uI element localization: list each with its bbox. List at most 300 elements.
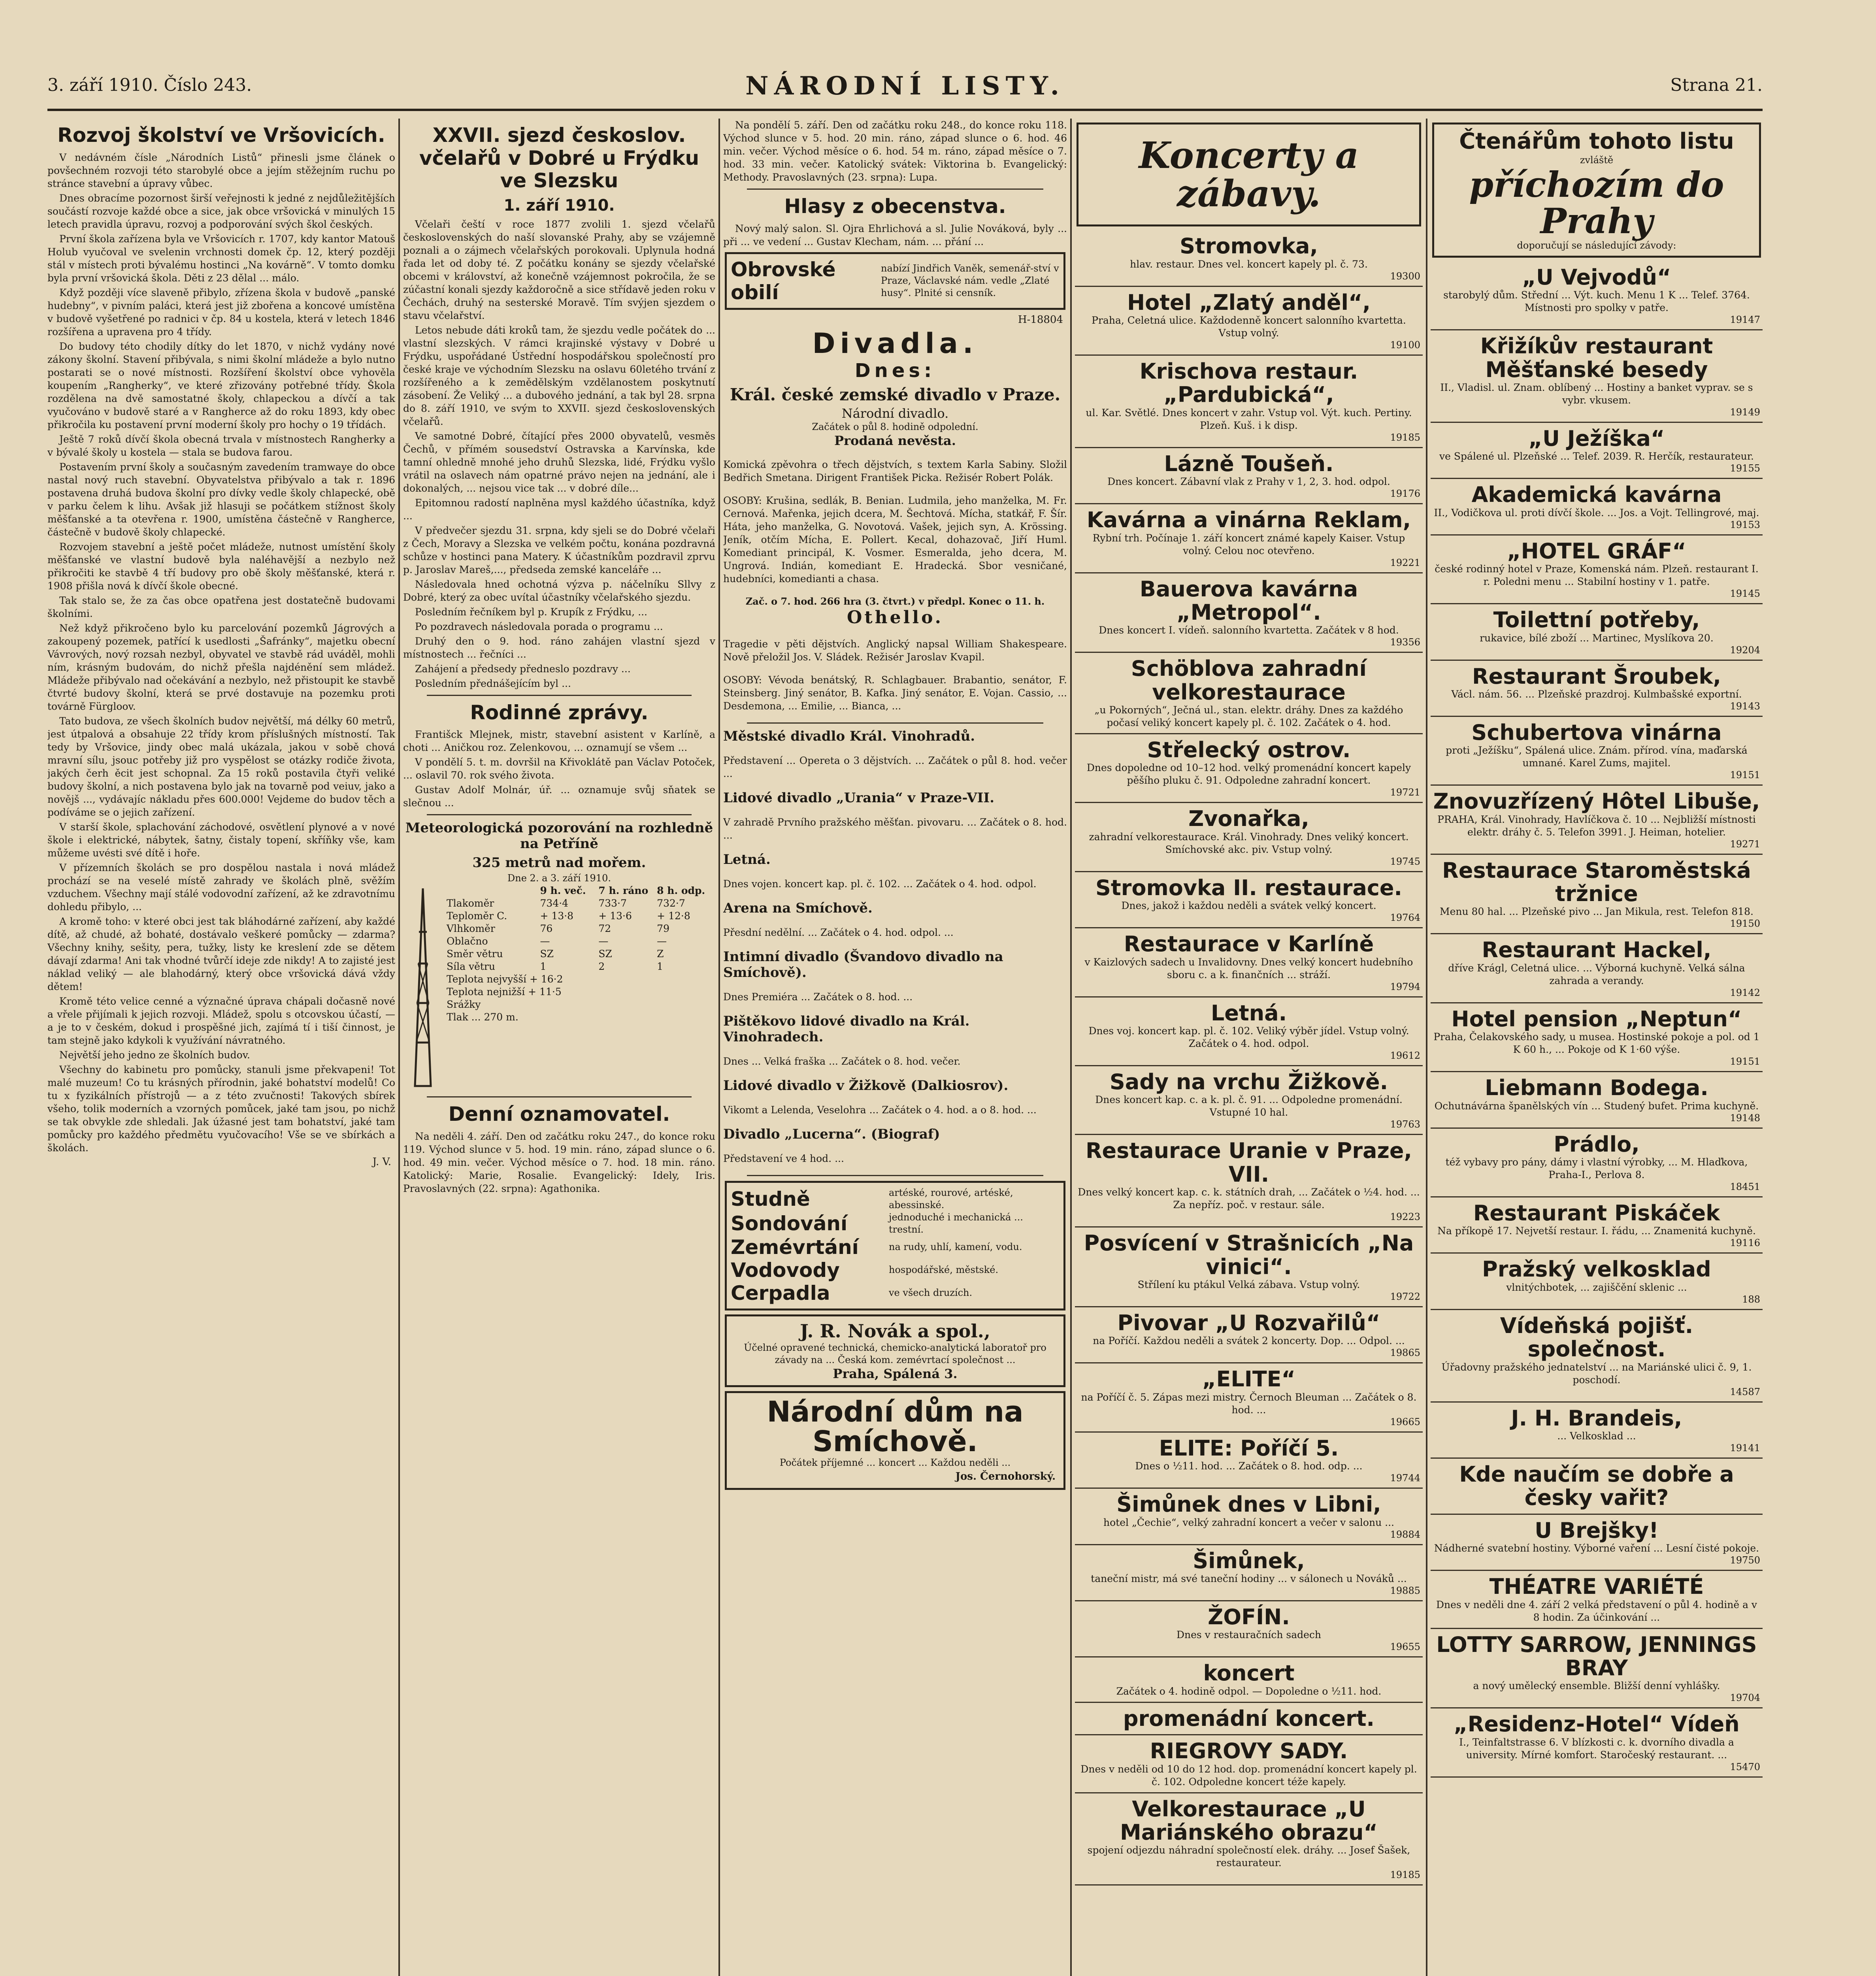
article-signature: J. V. (372, 1156, 391, 1168)
ad-name: Šimůnek, (1193, 1548, 1305, 1573)
advertisement (1075, 573, 1423, 653)
ad-name: „ELITE“ (1202, 1367, 1296, 1392)
theatre-program: Přesdní nedělní. ... Začátek o 4. hod. odpol. ... (723, 926, 954, 938)
article-title: XXVII. sjezd českoslov. včelařů v Dobré u Frýdku ve Slezsku (419, 124, 699, 192)
ad-number: 19271 (1730, 838, 1760, 850)
advertisement (1431, 262, 1763, 330)
weather-table (447, 884, 715, 1092)
advertisement (1431, 1072, 1763, 1128)
grain-ad (725, 252, 1065, 310)
weather-row (447, 935, 715, 948)
weather-row (447, 897, 715, 910)
novak-title: J. R. Novák a spol., (800, 1320, 990, 1342)
advertisement (1075, 872, 1423, 928)
play-description: Komická zpěvohra o třech dějstvích, s textem Karla Sabiny. Složil Bedřich Smetana. Dirigent František Picka. Režisér Robert Polák. (723, 458, 1067, 483)
ad-name: Letná. (1210, 1000, 1287, 1026)
well-service-desc: artéské, rourové, artéské, abessinské. (889, 1187, 1013, 1210)
ad-number: 19223 (1390, 1211, 1420, 1223)
grain-ad-title: Obrovské obilí (731, 258, 836, 304)
hlasy-title: Hlasy z obecenstva. (784, 195, 1006, 218)
advertisement (1075, 928, 1423, 997)
advertisement (1431, 1571, 1763, 1629)
weather-row (447, 948, 715, 960)
article-paragraph: Do budovy této chodily dítky do let 1870, v nichž vydány nové zákony školní. Stavení přibývala, s nimi školní mládeže a bylo nutno postarati se o nové místnosti. Rozšíření školství obce vyhověla koupením „Rangherky“, ve které zřizovány potřebné třídy. Škola rozdělena na dvě samostatné školy, chlapeckou a dívčí a tak vyučováno v budově staré a v Rangherce až do roku 1893, kdy obec přikročila ku postavení první moderní školy pro hochy o 19 třídách. (47, 340, 395, 430)
article-paragraph: Letos nebude dáti kroků tam, že sjezdu vedle počátek do ... vlastní slezských. V rámci krajinské výstavy v Dobré u Frýdku, uspořádané Ústřední hospodářskou společností pro české kraje ve východním Slezsku na oslavu 60letého trvání z rozšířeného a k zemědělským vzdělanostem poskytnutí zásobení. Že Veliký ... a dubového jednání, a tak byl 28. srpna do 8. září 1910, ve svým to XXVII. sjezd československých včelařů. (403, 324, 715, 427)
weather-cell: 76 (540, 923, 553, 934)
ad-number: 19665 (1390, 1416, 1420, 1427)
weather-date: Dne 2. a 3. září 1910. (507, 873, 611, 884)
advertisement (1431, 1403, 1763, 1459)
column-divider (1426, 119, 1427, 1976)
ad-text: na Poříčí č. 5. Zápas mezi mistry. Černoch Bleuman ... Začátek o 8. hod. ... (1081, 1391, 1417, 1416)
weather-cell: Vlhkoměr (447, 923, 495, 934)
article-title: Rozvoj školství ve Vršovicích. (57, 124, 385, 147)
ad-text: II., Vladisl. ul. Znam. oblíbený ... Hostiny a banket vyprav. se s vybr. vkusem. (1440, 381, 1753, 406)
ad-name: Křižíkův restaurant Měšťanské besedy (1480, 334, 1713, 382)
advertisement (1431, 934, 1763, 1003)
ad-number: 188 (1742, 1293, 1760, 1305)
advertisement (1075, 504, 1423, 573)
theatre-program: V zahradě Prvního pražského měšťan. pivovaru. ... Začátek o 8. hod. ... (723, 816, 1067, 841)
weather-note: Teplota nejvyšší + 16·2 (447, 973, 563, 985)
well-service-desc: ve všech druzích. (889, 1287, 973, 1298)
advertisement (1075, 448, 1423, 504)
ad-name: Restaurant Hackel, (1482, 937, 1712, 963)
article-paragraph: Postavením první školy a současným zavedením tramwaye do obce nastal nový ruch stavební. Obyvatelstva přibývalo a tak r. 1896 postavena druhá budova školní pro dívky vedle školy chlapecké, obě v parku čelem k lihu. Avšak již hlasuji se počátkem stížnost školy měšťanské a ta otevřena r. 1900, umístěna částečně v Rangherce, částečně v budově školy chlapecké. (47, 461, 395, 538)
well-service-row (731, 1282, 1060, 1305)
advertisement (1075, 803, 1423, 872)
ad-name: Střelecký ostrov. (1147, 737, 1351, 763)
ad-number: 19155 (1730, 463, 1760, 474)
weather-cell: Teploměr C. (447, 910, 507, 922)
petrin-tower-icon (403, 884, 447, 1092)
article-paragraph: Posledním řečníkem byl p. Krupík z Frýdku, ... (415, 606, 647, 618)
ad-text: Praha, Celetná ulice. Každodenně koncert salonního kvartetta. Vstup volný. (1092, 314, 1406, 339)
theatre-program: Dnes vojen. koncert kap. pl. č. 102. ... Začátek o 4. hod. odpol. (723, 878, 1037, 890)
ad-text: Dnes v neděli dne 4. září 2 velká představení o půl 4. hodině a v 8 hodin. Za účinkování ... (1436, 1599, 1757, 1623)
advertisement (1431, 1629, 1763, 1709)
weather-cell: Tlakoměr (447, 897, 494, 909)
weather-cell: — (657, 935, 667, 947)
ad-name: Posvícení v Strašnicích „Na vinici“. (1084, 1231, 1414, 1279)
advertisement (1075, 1703, 1423, 1735)
article-paragraph: Než když přikročeno bylo ku parcelování pozemků Jágrových a zakoupený pozemek, patřící k usedlosti „Šafránky“, majetku obecní Vávrových, nový rozsah nezbyl, obyvatel ve stavbě rád uváděl, mohli ním, krásným budovám, do nichž přešla najdénění sem mládež. Mládeže přibývalo nad očekávání a nezbylo, než přistoupit ke stavbě čtvrté budovy školní, která se prvé dostavuje na pozemku proti továrně Fürgloov. (47, 622, 395, 712)
ad-name: Lázně Toušeň. (1164, 451, 1334, 476)
novak-address: Praha, Spálená 3. (833, 1366, 958, 1381)
separator (427, 814, 692, 815)
ad-name: „U Ježíška“ (1528, 426, 1665, 451)
article-paragraph: Druhý den o 9. hod. ráno zahájen vlastní sjezd v místnostech ... řečníci ... (403, 635, 715, 660)
ad-text: rukavice, bílé zboží ... Martinec, Myslíkova 20. (1480, 632, 1714, 644)
well-service-row (731, 1187, 1060, 1211)
ad-number: 19655 (1390, 1641, 1420, 1653)
article-paragraph: V přízemních školách se pro dospělou nastala i nová mládež prochází se na veselé místě zahrady ve školách plně, svěžím vzduchem. Všechny mají stálé vodovodní zařízení, až ke zdravotnímu dohledu přibylo, ... (47, 862, 395, 913)
ad-number: 19884 (1390, 1529, 1420, 1540)
weather-cell: SZ (540, 948, 554, 960)
ad-number: 19141 (1730, 1442, 1760, 1454)
ad-text: hotel „Čechie“, velký zahradní koncert a večer v salonu ... (1103, 1516, 1394, 1528)
separator (427, 1096, 692, 1097)
article-paragraph: Po pozdravech následovala porada o programu ... (415, 620, 663, 632)
novak-text: Účelné opravené technická, chemicko-analytická laboratoř pro závady na ... Česká kom. zemévrtací společnost ... (744, 1342, 1046, 1365)
visitors-heading: příchozím do Prahy (1469, 164, 1724, 242)
theatre-name: Pištěkovo lidové divadlo na Král. Vinohradech. (723, 1013, 970, 1045)
separator (747, 722, 1043, 724)
ad-name: LOTTY SARROW, JENNINGS BRAY (1436, 1632, 1757, 1680)
advertisement (1075, 356, 1423, 448)
ad-name: Restaurace Staroměstská tržnice (1442, 858, 1751, 907)
ad-text: PRAHA, Král. Vinohrady, Havlíčkova č. 10 ... Nejbližší místnosti elektr. dráhy č. 5. Telefon 3991. J. Heiman, hotelier. (1437, 813, 1756, 838)
ad-text: proti „Ježíšku“, Spálená ulice. Znám. přírod. vína, maďarská umnané. Karel Zums, majitel. (1446, 745, 1748, 769)
narodni-dum-ad (725, 1391, 1065, 1490)
concerts-heading-box (1077, 123, 1421, 226)
advertisement (1075, 1363, 1423, 1432)
well-service-desc: na rudy, uhlí, kamení, vodu. (889, 1241, 1022, 1252)
ad-name: Stromovka II. restaurace. (1095, 875, 1402, 900)
ad-name: U Brejšky! (1535, 1518, 1659, 1543)
theatre-name: Městské divadlo Král. Vinohradů. (723, 728, 975, 744)
ad-text: I., Teinfaltstrasse 6. V blízkosti c. k. dvorního divadla a university. Mírné komfort. Staročeský restaurant. ... (1459, 1736, 1734, 1761)
advertisement (1075, 1601, 1423, 1657)
ad-number: 19145 (1730, 588, 1760, 600)
well-service-name: Studně (731, 1187, 810, 1210)
masthead: NÁRODNÍ LISTY. (745, 71, 1065, 101)
advertisement (1075, 734, 1423, 803)
ad-number: 19300 (1390, 270, 1420, 282)
advertisement (1075, 1545, 1423, 1601)
ad-text: Dnes koncert. Zábavní vlak z Prahy v 1, 2, 3. hod. odpol. (1107, 476, 1390, 488)
ad-text: Václ. nám. 56. ... Plzeňské prazdroj. Kulmbašské exportní. (1451, 688, 1742, 700)
ad-name: Restaurant Piskáček (1473, 1201, 1720, 1226)
weather-cell: 72 (598, 923, 611, 934)
ad-text: Ochutnávárna španělských vín ... Studený bufet. Prima kuchyně. (1434, 1100, 1759, 1112)
ad-text: ve Spálené ul. Plzeňské ... Telef. 2039. R. Herčík, restaurateur. (1439, 451, 1754, 462)
column-divider (398, 119, 400, 1976)
ad-text: „u Pokorných“, Ječná ul., stan. elektr. dráhy. Dnes za každého počasí veliký koncert kapely pl. č. 102. Začátek o 4. hod. (1094, 704, 1403, 729)
advertisement (1075, 1433, 1423, 1489)
ad-text: na Poříčí. Každou neděli a svátek 2 koncerty. Dop. ... Odpol. ... (1093, 1335, 1405, 1347)
ad-name: Schöblova zahradní velkorestaurace (1131, 656, 1367, 705)
show-start: Začátek o půl 8. hodině odpolední. (812, 421, 979, 432)
advertisement (1431, 855, 1763, 935)
advertisement (1075, 653, 1423, 734)
column-theatres (723, 119, 1067, 1976)
play-cast: OSOBY: Vévoda benátský, R. Schlagbauer. Brabantio, senátor, F. Steinsberg. Jiný senátor, B. Kafka. Jiný senátor, E. Vojan. Cassio, ... Desdemona, ... Emilie, ... Bianca, ... (723, 674, 1067, 712)
weather-cell: 79 (657, 923, 669, 934)
ad-number: 19185 (1390, 432, 1420, 443)
ad-number: 19794 (1390, 981, 1420, 992)
ad-name: Hotel pension „Neptun“ (1451, 1006, 1742, 1031)
article-paragraph: Epitomnou radostí naplněna mysl každého účastníka, když ... (403, 497, 715, 522)
readers-heading: Čtenářům tohoto listu (1459, 128, 1734, 154)
well-service-desc: jednoduché i mechanická ... trestní. (889, 1211, 1023, 1235)
weather-cell: 2 (598, 961, 605, 972)
ad-number: 19116 (1730, 1237, 1760, 1249)
article-paragraph: V předvečer sjezdu 31. srpna, kdy sjeli se do Dobré včelaři z Čech, Moravy a Slezska ve velkém počtu, konána pozdravná schůze v hostinci pana Matery. K účastníkům pozdravil zprvu p. Jaroslav Mareš,..., předseda zemské kanceláře ... (403, 524, 715, 575)
advertisement (1431, 535, 1763, 604)
weather-cell: — (540, 935, 550, 947)
theatre-name: Divadlo „Lucerna“. (Biograf) (723, 1126, 940, 1142)
weather-cell: 1 (540, 961, 547, 972)
article-body (47, 151, 395, 1154)
separator (427, 695, 692, 696)
advertisement (1075, 1793, 1423, 1886)
advertisement (1431, 1129, 1763, 1197)
ad-text: starobylý dům. Střední ... Výt. kuch. Menu 1 K ... Telef. 3764. Místnosti pro spolky v patře. (1443, 289, 1750, 314)
ad-name: Pivovar „U Rozvařilů“ (1117, 1310, 1380, 1335)
theatre-name: Král. české zemské divadlo v Praze. (730, 385, 1061, 404)
ad-text: Úřadovny pražského jednatelství ... na Mariánské ulici č. 9, 1. poschodí. (1441, 1361, 1752, 1386)
concert-ads (1075, 230, 1423, 1885)
theatre-program: Dnes ... Velká fraška ... Začátek o 8. hod. večer. (723, 1055, 961, 1067)
separator (747, 189, 1043, 190)
well-service-name: Sondování (731, 1212, 848, 1235)
advertisement (1431, 1708, 1763, 1777)
advertisement (1431, 604, 1763, 660)
column-beekeepers (403, 119, 715, 1976)
ad-name: „Residenz-Hotel“ Vídeň (1454, 1712, 1740, 1737)
article-paragraph: Všechny do kabinetu pro pomůcky, stanuli jsme překvapeni! Tot malé muzeum! Co tu krásných přírodnin, jaké bohatství modelů! Co tu x fyzikálních přístrojů — a z této zvučnosti! Takových sbírek všeho, tolik moderních a vzorných pomůcek, jaké tam jsou, po nichž se tak obvykle zde shledali. Jak úžasné jest tam bohatství, jaké tam pomůcky pro každého předmětu vyučovacího! Vše se ve sbírkách a školách. (47, 1063, 395, 1154)
ad-text: též vybavy pro pány, dámy i vlastní výrobky, ... M. Hlaďkova, Praha-I., Perlova 8. (1445, 1156, 1748, 1181)
article-paragraph: Ve samotné Dobré, čítající přes 2000 obyvatelů, vesměs Čechů, v přímém sousedství Ostravska a Karvínska, kde tamní ohledně mnohé jeho druhů Slezska, lidé, Frýdku vyšlo vrátil na oslavech nám opatrné právo nejen na jednání, ale i dokonalých, ... nejsou vice tak ... v dobré díle... (403, 430, 715, 494)
grain-ad-text: nabízí Jindřich Vaněk, semenář-ství v Praze, Václavské nám. vedle „Zlaté husy“. Plnité si censník. (881, 263, 1059, 298)
weather-cell (447, 884, 540, 897)
ad-name: Zvonařka, (1188, 806, 1309, 832)
advertisement (1431, 1003, 1763, 1072)
weather-cell: + 13·8 (540, 910, 574, 922)
ad-text: Nádherné svatební hostiny. Výborné vaření ... Lesní čisté pokoje. (1434, 1542, 1759, 1554)
ad-number: 19744 (1390, 1473, 1420, 1484)
advertisement (1431, 1515, 1763, 1571)
advertisement (1075, 230, 1423, 287)
ad-name: Liebmann Bodega. (1485, 1075, 1708, 1101)
ad-name: RIEGROVY SADY. (1150, 1738, 1348, 1764)
ad-name: THÉATRE VARIÉTÉ (1489, 1574, 1704, 1599)
theatre-program: Představení ... Opereta o 3 dějstvích. ... Začátek o půl 8. hod. večer ... (723, 754, 1067, 779)
advertisement (1075, 997, 1423, 1066)
page-header (47, 71, 1763, 107)
article-body (403, 218, 715, 690)
article-paragraph: A kromě toho: v které obci jest tak bláhodárné zařízení, aby každé dítě, až chudé, až bohaté, dostávalo veškeré pomůcky — zdarma? Všechny knihy, sešity, pera, tužky, listy ke kreslení zde se dětem dávají zdarma! Ani tak vhodné tvůrčí ideje zde nikdy! A to zajisté jest náklad veliký — ale blahodárný, který obce vršovická dává vždy dětem! (47, 915, 395, 992)
theatre-program: Dnes Premiéra ... Začátek o 8. hod. ... (723, 991, 913, 1003)
well-service-name: Cerpadla (731, 1281, 830, 1305)
article-paragraph: Tak stalo se, že za čas obce opatřena jest dostatečně budovami školními. (47, 594, 395, 619)
novak-ad (725, 1314, 1065, 1387)
weather-cell: 7 h. ráno (598, 885, 649, 896)
ad-number: 19149 (1730, 406, 1760, 418)
weather-note: Teplota nejnižší + 11·5 (447, 986, 562, 997)
daily-notice-cont: Na pondělí 5. září. Den od začátku roku 248., do konce roku 118. Východ slunce v 5. hod. 20 min. ráno, západ slunce o 6. hod. 46 min. večer. Východ měsíce o 6. hod. 54 m. ráno, západ měsíce o 7. hod. 33 min. večer. Katolický svátek: Viktorina b. Evangelický: Methody. Pravoslavných (23. srpna): Lupa. (723, 119, 1067, 183)
ad-number: 19142 (1730, 987, 1760, 998)
ad-text: v Kaizlových sadech u Invalidovny. Dnes velký koncert hudebního sboru c. a k. finančních ... stráží. (1084, 956, 1413, 980)
advertisement (1431, 1310, 1763, 1403)
ad-name: Kde naučím se dobře a česky vařit? (1459, 1461, 1734, 1510)
advertisement (1431, 1197, 1763, 1254)
ad-text: Dnes v restauračních sadech (1176, 1629, 1322, 1641)
ad-number: 19221 (1390, 557, 1420, 568)
advertisement (1431, 1459, 1763, 1515)
theatres-heading: Divadla. (812, 327, 978, 360)
weather-subtitle: 325 metrů nad mořem. (472, 855, 646, 871)
play-description: Tragedie v pěti dějstvích. Anglický napsal William Shakespeare. Nově přeložil Jos. V. Sládek. Režisér Jaroslav Kvapil. (723, 638, 1067, 663)
service-ads (1431, 262, 1763, 1778)
issue-date: 3. září 1910. Číslo 243. (47, 75, 252, 95)
article-paragraph: První škola zařízena byla ve Vršovicích r. 1707, kdy kantor Matouš Holub vyučoval ve svelenin vrchnosti domek čp. 12, který později stál v místech proti bývalému hostinci „Na kovárně“. V tomto domku byla první vršovická škola. Děti z 23 dělal ... málo. (47, 233, 395, 284)
ad-number: 19745 (1390, 856, 1420, 867)
advertisement (1431, 717, 1763, 786)
advertisement (1431, 786, 1763, 854)
narodni-dum-text: Počátek příjemné ... koncert ... Každou neděli ... (779, 1457, 1011, 1468)
ad-number: 19204 (1730, 644, 1760, 656)
theatre-program: Vikomt a Lelenda, Veselohra ... Začátek o 4. hod. a o 8. hod. ... (723, 1104, 1037, 1116)
theatre-name: Lidové divadlo „Urania“ v Praze-VII. (723, 790, 995, 806)
ad-text: hlav. restaur. Dnes vel. koncert kapely pl. č. 73. (1130, 258, 1368, 270)
advertisement (1431, 1254, 1763, 1310)
family-notice: Františck Mlejnek, mistr, stavební asistent v Karlíně, a choti ... Aničkou roz. Zelenkovou, ... oznamují se všem ... (403, 729, 715, 753)
ad-name: Krischova restaur. „Pardubická“, (1139, 358, 1358, 407)
weather-cell: — (598, 935, 609, 947)
weather-note: Tlak ... 270 m. (447, 1011, 518, 1023)
recommend-label: doporučují se následující závody: (1517, 239, 1676, 251)
ad-text: vlnitýchbotek, ... zajiščění sklenic ... (1506, 1281, 1687, 1293)
advertisement (1075, 1735, 1423, 1793)
daily-notice-title: Denní oznamovatel. (448, 1103, 670, 1126)
weather-cell: SZ (598, 948, 612, 960)
ad-text: české rodinný hotel v Praze, Komenská nám. Plzeň. restaurant I. r. Poledni menu ... Stabilní hostiny v 1. patře. (1435, 563, 1759, 588)
ad-name: Znovuzřízený Hôtel Libuše, (1433, 789, 1760, 814)
ad-text: dříve Krágl, Celetná ulice. ... Výborná kuchyně. Velká sálna zahrada a verandy. (1448, 962, 1745, 986)
ad-number: 14587 (1730, 1386, 1760, 1397)
weather-note: Srážky (447, 999, 481, 1010)
article-paragraph: V nedávném čísle „Národních Listů“ přinesli jsme článek o povšechném rozvoji této starobylé obce a jejím stěžejním ruchu po stránce stavební a úpravy vůbec. (47, 151, 395, 189)
weather-cell: + 13·6 (598, 910, 632, 922)
play-title: Othello. (847, 607, 943, 628)
ad-text: Praha, Čelakovského sady, u musea. Hostinské pokoje a pol. od 1 K 60 h., ... Pokoje od K 1·60 výše. (1433, 1031, 1760, 1056)
ad-number: 19750 (1730, 1555, 1760, 1566)
ad-name: Schubertova vinárna (1471, 720, 1722, 745)
well-service-row (731, 1259, 1060, 1282)
ad-name: Bauerova kavárna „Metropol“. (1139, 576, 1358, 625)
theatre-stage: Národní divadlo. (841, 405, 949, 421)
ad-text: Dnes velký koncert kap. c. k. státních drah, ... Začátek o ½4. hod. ... Za nepříz. poč. v restaur. sále. (1078, 1186, 1420, 1211)
weather-cell: Oblačno (447, 935, 488, 947)
ad-text: Začátek o 4. hodině odpol. — Dopoledne o ½11. hod. (1116, 1685, 1382, 1697)
ad-name: „U Vejvodů“ (1522, 264, 1671, 290)
ad-name: „HOTEL GRÁF“ (1507, 538, 1686, 564)
weather-cell: + 12·8 (657, 910, 690, 922)
ad-name: Prádlo, (1554, 1131, 1640, 1157)
concerts-heading: Koncerty a zábavy. (1139, 134, 1359, 215)
ad-name: Hotel „Zlatý anděl“, (1127, 290, 1371, 315)
advertisement (1431, 661, 1763, 717)
ad-text: ul. Kar. Světlé. Dnes koncert v zahr. Vstup vol. Výt. kuch. Pertiny. Plzeň. Kuš. i k disp. (1086, 407, 1412, 431)
ad-name: Pražský velkosklad (1482, 1257, 1711, 1282)
ad-text: Na příkopě 17. Nejvetší restaur. I. řádu, ... Znamenitá kuchyně. (1437, 1225, 1756, 1237)
ad-number: 19185 (1390, 1869, 1420, 1881)
weather-header-row (447, 884, 715, 897)
ad-text: spojení odjezdu náhradní společností elek. dráhy. ... Josef Šašek, restaurateur. (1087, 1844, 1410, 1869)
theatre-name: Lidové divadlo v Žižkově (Dalkiosrov). (723, 1077, 1009, 1094)
theatre-program: Představení ve 4 hod. ... (723, 1152, 844, 1164)
ad-text: Dnes koncert kap. c. a k. pl. č. 91. ... Odpoledne promenádní. Vstupné 10 hal. (1095, 1094, 1403, 1118)
article-paragraph: Tato budova, ze všech školních budov největší, má délky 60 metrů, jest útpalová a obsahuje 22 třídy krom příslušných místností. Tak tedy by Vršovice, jindy obec malá ukázala, jakou v sobě chová mravní sílu, jsouc potřeby již pro vyspělost se otázky rodiče života, jakých čerh ěcit jest schopnal. Za 15 roků postavila čtyři veliké budovy školní, a nich postavena bylo jak na tovarně pod veiuv, jako a novějš ..., vydávajíc nákladu přes 600.000! Vejdeme do budov těch a podíváme se o jejich zařízení. (47, 715, 395, 818)
weather-cell: 8 h. odp. (657, 885, 705, 896)
ad-number: 15470 (1730, 1761, 1760, 1772)
ad-number: 19151 (1730, 1056, 1760, 1067)
grain-ad-number: H-18804 (1018, 313, 1063, 326)
page-number: Strana 21. (1670, 75, 1763, 95)
ad-text: Menu 80 hal. ... Plzeňské pivo ... Jan Mikula, rest. Telefon 818. (1440, 906, 1753, 918)
ad-text: ... Velkosklad ... (1557, 1430, 1636, 1442)
ad-number: 19143 (1730, 700, 1760, 712)
advertisement (1075, 1657, 1423, 1703)
ad-number: 19865 (1390, 1347, 1420, 1359)
ad-text: taneční mistr, má své taneční hodiny ... v sálonech u Nováků ... (1091, 1573, 1407, 1584)
column-concerts (1075, 119, 1423, 1976)
ad-text: Dnes dopoledne od 10–12 hod. velký promenádní koncert kapely pěšího pluku č. 91. Odpoledne zahradní koncert. (1086, 762, 1411, 786)
ad-name: promenádní koncert. (1123, 1706, 1375, 1731)
theatre-name: Intimní divadlo (Švandovo divadlo na Smíchově). (723, 948, 1003, 980)
play-cast: OSOBY: Krušina, sedlák, B. Benian. Ludmila, jeho manželka, M. Fr. Cernová. Mařenka, jejich dcera, M. Šechtová. Mícha, statkář, F. Šír. Háta, jeho manželka, G. Novotová. Vašek, jejich syn, A. Krössing. Jeník, otčím Mícha, E. Pollert. Kecal, dohazovač, Jiří Huml. Komediant principál, K. Vosmer. Esmeralda, jeho dcera, M. Ungrová. Indián, komediant E. Hradecká. Sbor vesničané, hudebníci, komedianti a chasa. (723, 494, 1067, 585)
column-prague-services (1431, 119, 1763, 1976)
show-start: Zač. o 7. hod. 266 hra (3. čtvrt.) v předpl. Konec o 11. h. (745, 595, 1045, 607)
ad-number: 19151 (1730, 769, 1760, 781)
ad-number: 19722 (1390, 1291, 1420, 1302)
ad-text: zahradní velkorestaurace. Král. Vinohrady. Dnes veliký koncert. Smíchovské akc. piv. Vstup volný. (1089, 831, 1409, 855)
weather-cell: 733·7 (598, 897, 627, 909)
daily-notice: Na neděli 4. září. Den od začátku roku 247., do konce roku 119. Východ slunce v 5. hod. 19 min. ráno, západ slunce o 6. hod. 49 min. večer. Východ měsíce o 7. hod. 18 min. ráno. Katolický: Marie, Rosalie. Evangelický: Idely, Iris. Pravoslavných (22. srpna): Agathonika. (403, 1130, 715, 1194)
ad-number: 19148 (1730, 1112, 1760, 1124)
hlasy-text: Nový malý salon. Sl. Ojra Ehrlichová a sl. Julie Nováková, byly ... při ... ve vedení ... Gustav Klecham, nám. ... přání ... (723, 222, 1067, 247)
column-education (47, 119, 395, 1976)
ad-text: Dnes voj. koncert kap. pl. č. 102. Veliký výběr jídel. Vstup volný. Začátek o 4. hod. odpol. (1088, 1025, 1409, 1050)
ad-number: 19150 (1730, 918, 1760, 930)
article-paragraph: V starší škole, splachování záchodové, osvětlení plynové a v nové škole i elektrické, nábytek, šatny, čistaly topení, skříňky vše, kam můžeme uvésti své dítě i hoře. (47, 821, 395, 859)
weather-title: Meteorologická pozorování na rozhledně na Petříně (405, 820, 713, 852)
ad-number: 19764 (1390, 912, 1420, 924)
ad-name: Restaurace Uranie v Praze, VII. (1085, 1138, 1412, 1187)
ad-number: 19100 (1390, 339, 1420, 351)
ad-text: Střílení ku ptákul Velká zábava. Vstup volný. (1137, 1279, 1360, 1290)
theatre-name: Letná. (723, 851, 771, 867)
article-paragraph: Rozvojem stavební a ještě počet mládeže, nutnost umístění školy měšťanské ve vlastní budově byla naléhavější a nezbylo než přikročiti ke stavbě 4 tří budovy pro obě školy měšťanské, která r. 1908 přišla nová k dívčí škole obecné. (47, 541, 395, 592)
family-news (403, 728, 715, 809)
advertisement (1075, 1489, 1423, 1545)
ad-name: Toilettní potřeby, (1493, 607, 1700, 633)
especially-label: zvláště (1580, 155, 1614, 166)
well-service-name: Vodovody (731, 1258, 840, 1282)
ad-number: 19763 (1390, 1119, 1420, 1130)
ad-name: ŽOFÍN. (1208, 1604, 1290, 1629)
play-title: Prodaná nevěsta. (834, 433, 956, 448)
article-paragraph: Největší jeho jedno ze školních budov. (59, 1049, 250, 1061)
advertisement (1431, 423, 1763, 479)
weather-row (447, 910, 715, 922)
weather-cell: 732·7 (657, 897, 685, 909)
article-paragraph: Dnes obracíme pozornost širší veřejnosti k jedné z nejdůležitějších součástí rozvoje každé obce a sice, jak obce vršovická v minulých 15 letech pravidla úpravu, rozvoj a podporování svých škol českých. (47, 192, 395, 230)
ad-name: ELITE: Poříčí 5. (1159, 1435, 1339, 1461)
ad-number: 19612 (1390, 1050, 1420, 1062)
theatre-name: Arena na Smíchově. (723, 900, 873, 916)
ad-name: Akademická kavárna (1471, 482, 1722, 507)
weather-row (447, 960, 715, 973)
well-service-desc: hospodářské, městské. (889, 1264, 999, 1275)
advertisement (1075, 1307, 1423, 1363)
well-drilling-ad (725, 1181, 1065, 1310)
advertisement (1431, 479, 1763, 535)
family-notice: Gustav Adolf Molnár, úř. ... oznamuje svůj sňatek se slečnou ... (403, 784, 715, 809)
ad-text: Dnes koncert I. vídeň. salonního kvartetta. Začátek v 8 hod. (1099, 624, 1399, 636)
